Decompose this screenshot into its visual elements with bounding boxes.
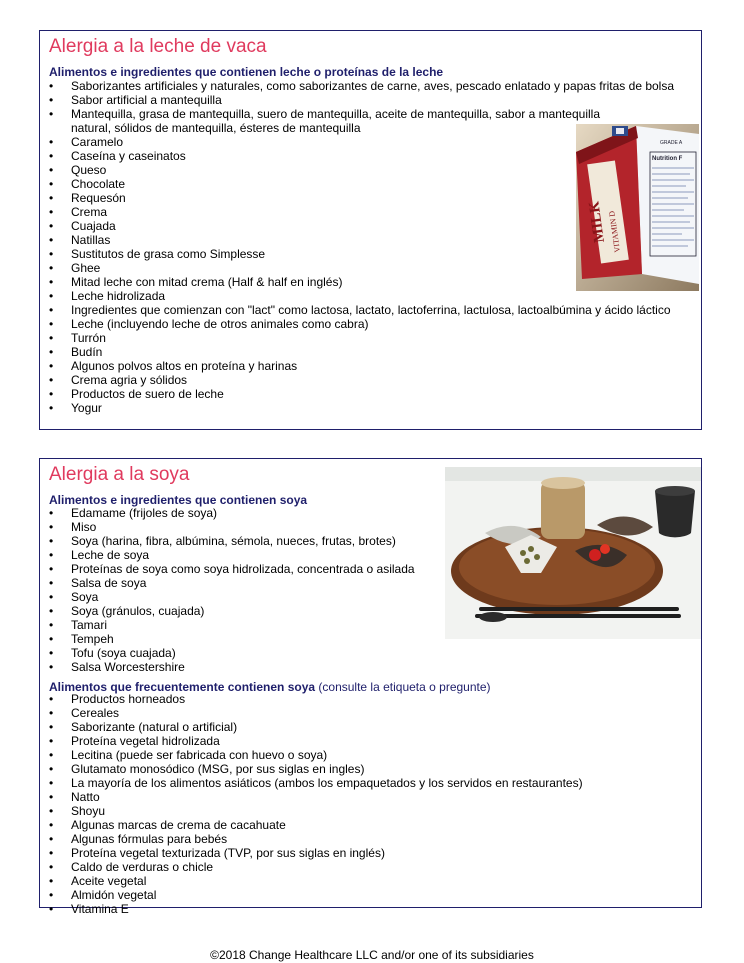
soy-ingredients-list (49, 506, 415, 674)
milk-carton-brand: VITAMIN D (607, 210, 622, 253)
list-item: • Tempeh (49, 632, 415, 646)
milk-allergy-section (39, 30, 702, 430)
list-item: • Cereales (49, 706, 583, 720)
soy-frequent-heading-note: (consulte la etiqueta o pregunte) (318, 680, 491, 694)
list-item: • Caldo de verduras o chicle (49, 860, 583, 874)
list-item: • Proteína vegetal texturizada (TVP, por sus siglas en inglés) (49, 846, 583, 860)
list-item: • Leche hidrolizada (49, 289, 674, 303)
list-item: • La mayoría de los alimentos asiáticos (ambos los empaquetados y los servidos en restaurantes) (49, 776, 583, 790)
milk-carton-nutrition: Nutrition F (652, 156, 683, 162)
list-item: • Productos horneados (49, 692, 583, 706)
list-item: • Saborizante (natural o artificial) (49, 720, 583, 734)
list-item: • Budín (49, 345, 674, 359)
soy-frequent-list (49, 692, 583, 916)
copyright-footer: ©2018 Change Healthcare LLC and/or one of its subsidiaries (210, 948, 534, 962)
list-item: • Salsa Worcestershire (49, 660, 415, 674)
milk-carton-grade: GRADE A (660, 140, 683, 146)
list-item: • Productos de suero de leche (49, 387, 674, 401)
milk-carton-illustration (576, 124, 699, 291)
list-item: • Proteínas de soya como soya hidrolizada, concentrada o asilada (49, 562, 415, 576)
milk-carton-photo (576, 124, 699, 291)
list-item: • Edamame (frijoles de soya) (49, 506, 415, 520)
list-item: • Salsa de soya (49, 576, 415, 590)
list-item: • Sabor artificial a mantequilla (49, 93, 674, 107)
list-item: • Crema agria y sólidos (49, 373, 674, 387)
milk-section-title: Alergia a la leche de vaca (49, 36, 267, 57)
list-item: • Turrón (49, 331, 674, 345)
list-item: • Miso (49, 520, 415, 534)
milk-carton-text: MILK (586, 200, 608, 244)
list-item: • Cuajada (49, 219, 674, 233)
list-item: • Natillas (49, 233, 674, 247)
soy-allergy-section (39, 458, 702, 916)
list-item: • Algunas marcas de crema de cacahuate (49, 818, 583, 832)
list-item: • Mitad leche con mitad crema (Half & half en inglés) (49, 275, 674, 289)
list-item: • Caseína y caseinatos (49, 149, 674, 163)
list-item: • Saborizantes artificiales y naturales, como saborizantes de carne, aves, pescado enlatado y papas fritas de bolsa (49, 79, 674, 93)
soy-food-photo (445, 467, 701, 639)
list-item: • Leche de soya (49, 548, 415, 562)
list-item: • Lecitina (puede ser fabricada con huevo o soya) (49, 748, 583, 762)
list-item: • Tamari (49, 618, 415, 632)
list-item: • Tofu (soya cuajada) (49, 646, 415, 660)
list-item: • Chocolate (49, 177, 674, 191)
soy-ingredients-heading: Alimentos e ingredientes que contienen soya (49, 493, 308, 507)
list-item: • Aceite vegetal (49, 874, 583, 888)
list-item: • Yogur (49, 401, 674, 415)
list-item: • Almidón vegetal (49, 888, 583, 902)
list-item: • Soya (gránulos, cuajada) (49, 604, 415, 618)
list-item: • Natto (49, 790, 583, 804)
list-item: • Glutamato monosódico (MSG, por sus siglas en ingles) (49, 762, 583, 776)
list-item: • Queso (49, 163, 674, 177)
list-item: • Ghee (49, 261, 674, 275)
list-item: • Mantequilla, grasa de mantequilla, suero de mantequilla, aceite de mantequilla, sabor a mantequilla natural, sólidos de mantequilla, ésteres de mantequilla (49, 107, 631, 135)
soy-food-illustration (445, 467, 701, 639)
list-item: • Proteína vegetal hidrolizada (49, 734, 583, 748)
list-item: • Shoyu (49, 804, 583, 818)
list-item: • Soya (harina, fibra, albúmina, sémola, nueces, frutas, brotes) (49, 534, 415, 548)
list-item: • Algunas fórmulas para bebés (49, 832, 583, 846)
list-item: • Requesón (49, 191, 674, 205)
list-item: • Leche (incluyendo leche de otros animales como cabra) (49, 317, 674, 331)
soy-section-title: Alergia a la soya (49, 464, 190, 485)
list-item: • Soya (49, 590, 415, 604)
list-item: • Crema (49, 205, 674, 219)
list-item: • Sustitutos de grasa como Simplesse (49, 247, 674, 261)
milk-ingredients-heading: Alimentos e ingredientes que contienen leche o proteínas de la leche (49, 65, 444, 79)
list-item: • Vitamina E (49, 902, 583, 916)
list-item: • Ingredientes que comienzan con "lact" como lactosa, lactato, lactoferrina, lactulosa, lactoalbúmina y ácido láctico (49, 303, 674, 317)
soy-frequent-heading-text: Alimentos que frecuentemente contienen soya (49, 680, 316, 694)
list-item: • Caramelo (49, 135, 674, 149)
list-item: • Algunos polvos altos en proteína y harinas (49, 359, 674, 373)
